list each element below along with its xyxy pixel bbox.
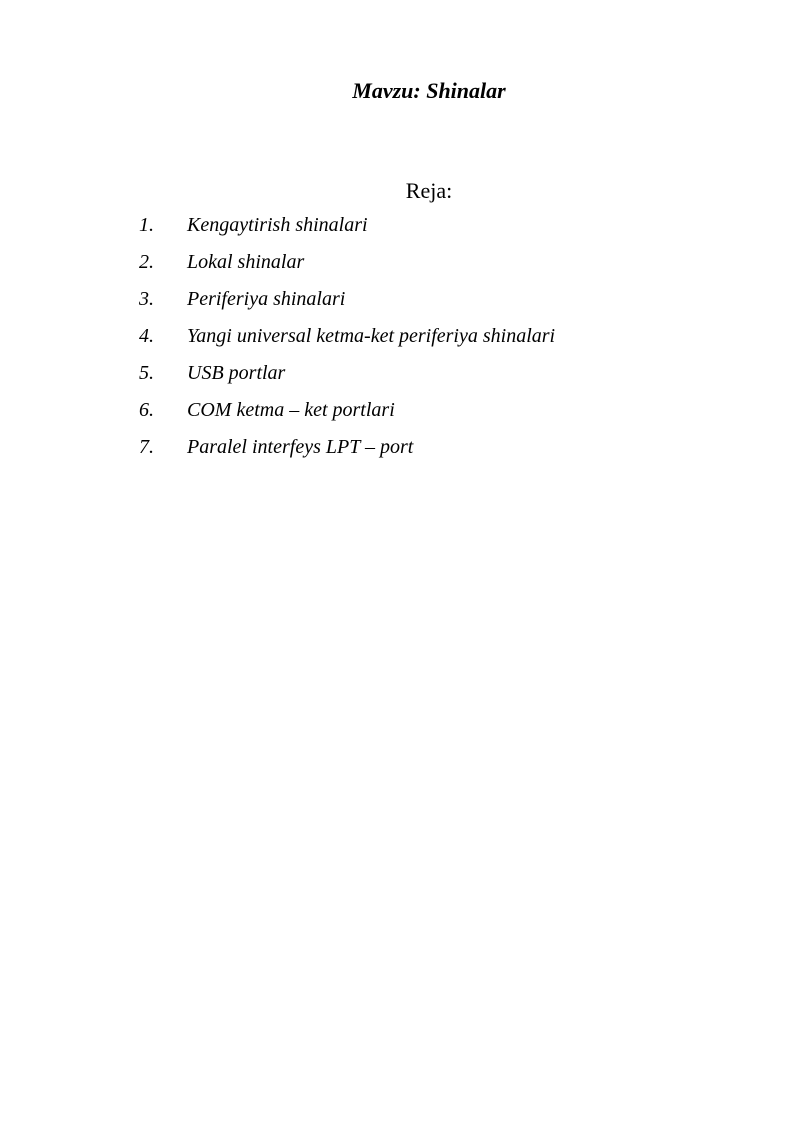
plan-item xyxy=(139,358,555,395)
page-title xyxy=(0,76,800,106)
plan-item-number: 7. xyxy=(139,436,154,458)
plan-item-number: 6. xyxy=(139,399,154,421)
plan-item-text: Yangi universal ketma-ket periferiya shinalari xyxy=(187,325,556,347)
plan-list xyxy=(139,210,555,469)
plan-item-number: 5. xyxy=(139,362,154,384)
plan-item xyxy=(139,247,555,284)
plan-item xyxy=(139,321,555,358)
plan-item xyxy=(139,395,555,432)
plan-item-text: Kengaytirish shinalari xyxy=(187,214,368,236)
plan-item-number: 3. xyxy=(139,288,154,310)
plan-item xyxy=(139,432,555,469)
plan-item-text: COM ketma – ket portlari xyxy=(187,399,395,421)
plan-item-text: Paralel interfeys LPT – port xyxy=(187,436,414,458)
plan-item-text: Periferiya shinalari xyxy=(187,288,346,310)
plan-item-number: 2. xyxy=(139,251,154,273)
plan-item xyxy=(139,210,555,247)
plan-item-text: Lokal shinalar xyxy=(187,251,305,273)
plan-heading: Reja: xyxy=(405,178,453,203)
page-title-text: Mavzu: Shinalar xyxy=(352,78,506,103)
plan-item xyxy=(139,284,555,321)
plan-item-number: 4. xyxy=(139,325,154,347)
plan-item-number: 1. xyxy=(139,214,154,236)
plan-item-text: USB portlar xyxy=(187,362,286,384)
